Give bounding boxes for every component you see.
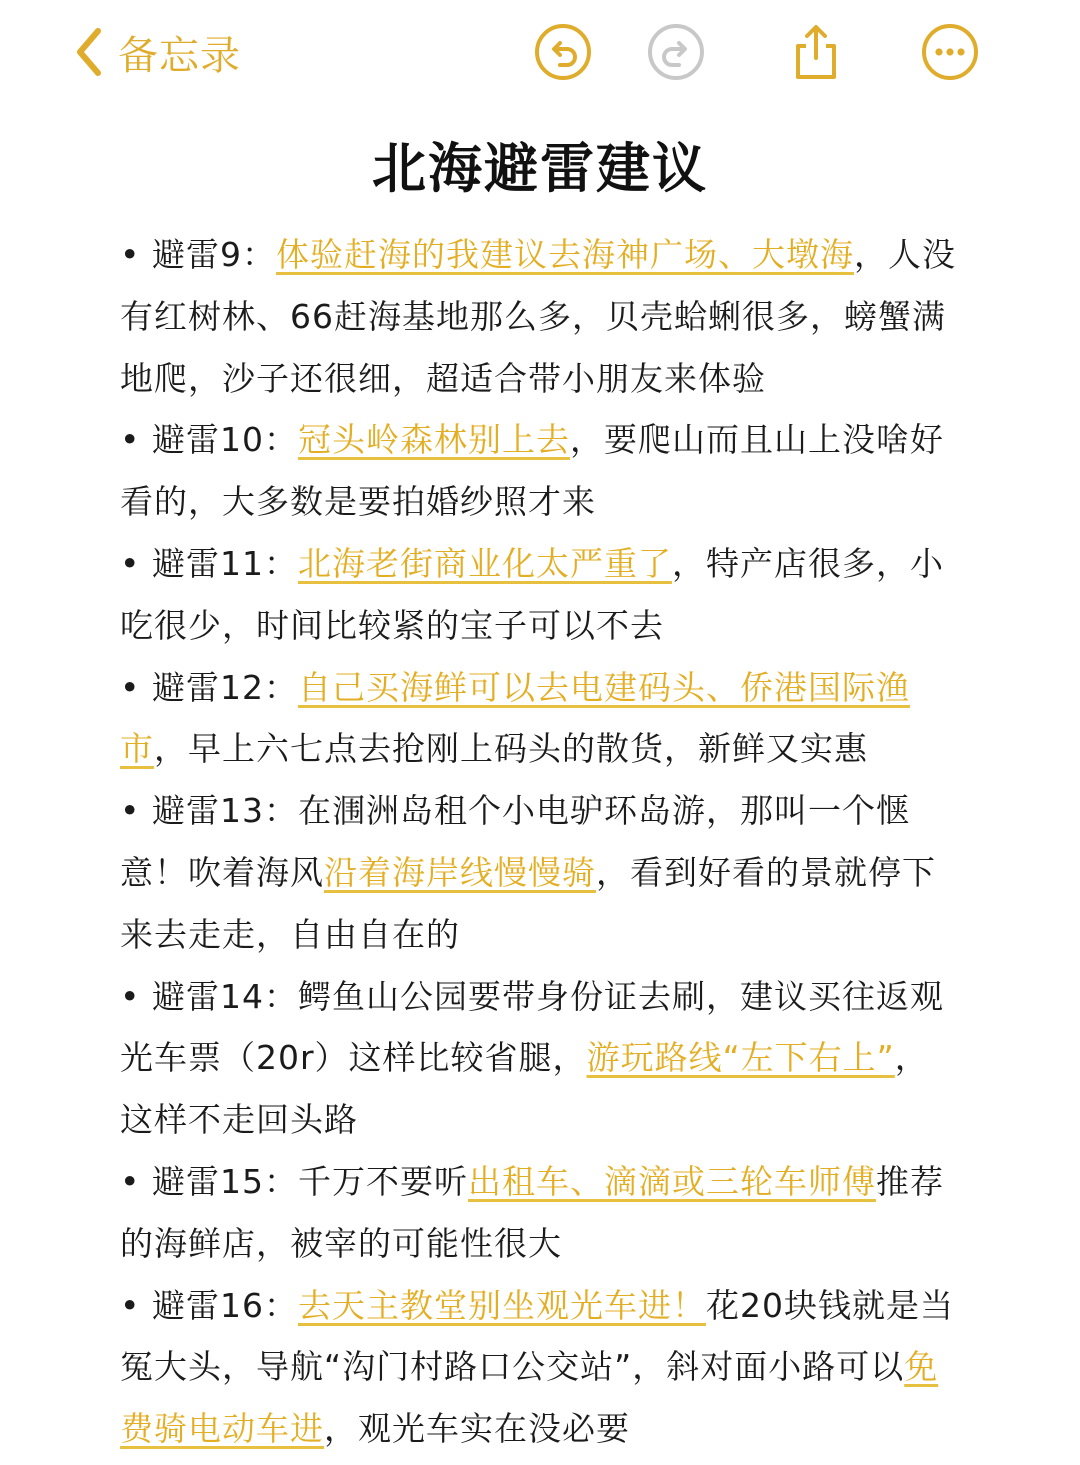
item-text: ，特产店很多，小吃很少，时间比较紧的宝子可以不去 — [120, 543, 944, 645]
highlighted-text: 去天主教堂别坐观光车进！ — [297, 1285, 706, 1325]
redo-button[interactable] — [646, 22, 706, 82]
highlighted-text: 游玩路线“左下右上” — [586, 1038, 895, 1078]
item-text: 鳄鱼山公园要带身份证去刷，建议买往返观光车票（20r）这样比较省腿， — [120, 976, 944, 1078]
note-title: 北海避雷建议 — [372, 137, 708, 200]
share-icon — [786, 22, 846, 82]
item-label: • 避雷11： — [120, 543, 298, 583]
undo-icon — [533, 22, 593, 82]
undo-button[interactable] — [533, 22, 593, 82]
note-item — [120, 1275, 956, 1460]
share-button[interactable] — [786, 22, 846, 82]
highlighted-text: 出租车、滴滴或三轮车师傅 — [467, 1161, 876, 1201]
back-button[interactable] — [74, 22, 241, 82]
item-text: ，人没有红树林、66赶海基地那么多，贝壳蛤蜊很多，螃蟹满地爬，沙子还很细，超适合带小朋友来体验 — [120, 235, 956, 398]
highlighted-text: 沿着海岸线慢慢骑 — [324, 852, 596, 892]
item-label: • 避雷12： — [120, 667, 298, 707]
note-item — [120, 966, 956, 1151]
highlighted-text: 免费骑电动车进 — [120, 1347, 939, 1449]
item-label: • 避雷9： — [120, 235, 276, 274]
highlighted-text: 自己买海鲜可以去电建码头、侨港国际渔市 — [120, 667, 910, 769]
item-label: • 避雷14： — [120, 976, 298, 1016]
item-text: ，要爬山而且山上没啥好看的，大多数是要拍婚纱照才来 — [120, 420, 944, 522]
item-label: • 避雷15： — [120, 1161, 298, 1201]
note-item — [120, 533, 956, 657]
back-label: 备忘录 — [118, 32, 241, 79]
item-text: ，这样不走回头路 — [120, 1038, 929, 1140]
note-body[interactable] — [120, 224, 956, 1460]
highlighted-text: 冠头岭森林别上去 — [297, 420, 570, 460]
note-item — [120, 657, 956, 781]
item-text: 千万不要听 — [297, 1161, 468, 1201]
redo-icon — [646, 22, 706, 82]
item-text: 在涠洲岛租个小电驴环岛游，那叫一个惬意！吹着海风 — [120, 791, 910, 892]
toolbar — [0, 0, 1080, 110]
item-label: • 避雷16： — [120, 1285, 298, 1325]
highlighted-text: 体验赶海的我建议去海神广场、大墩海 — [275, 235, 854, 274]
item-text: 花20块钱就是当冤大头，导航“沟门村路口公交站”，斜对面小路可以 — [120, 1285, 954, 1387]
more-button[interactable] — [920, 22, 980, 82]
more-icon — [920, 22, 980, 82]
item-text: ，观光车实在没必要 — [324, 1409, 630, 1449]
item-text: 推荐的海鲜店，被宰的可能性很大 — [120, 1161, 944, 1263]
chevron-left-icon — [74, 25, 104, 79]
highlighted-text: 北海老街商业化太严重了 — [297, 543, 672, 583]
note-item — [120, 224, 956, 409]
note-item — [120, 1151, 956, 1275]
item-text: ，早上六七点去抢刚上码头的散货，新鲜又实惠 — [154, 729, 868, 769]
item-label: • 避雷13： — [120, 791, 298, 831]
item-text: ，看到好看的景就停下来去走走，自由自在的 — [120, 852, 936, 954]
note-item — [120, 409, 956, 533]
note-item — [120, 780, 956, 965]
item-label: • 避雷10： — [120, 420, 298, 460]
